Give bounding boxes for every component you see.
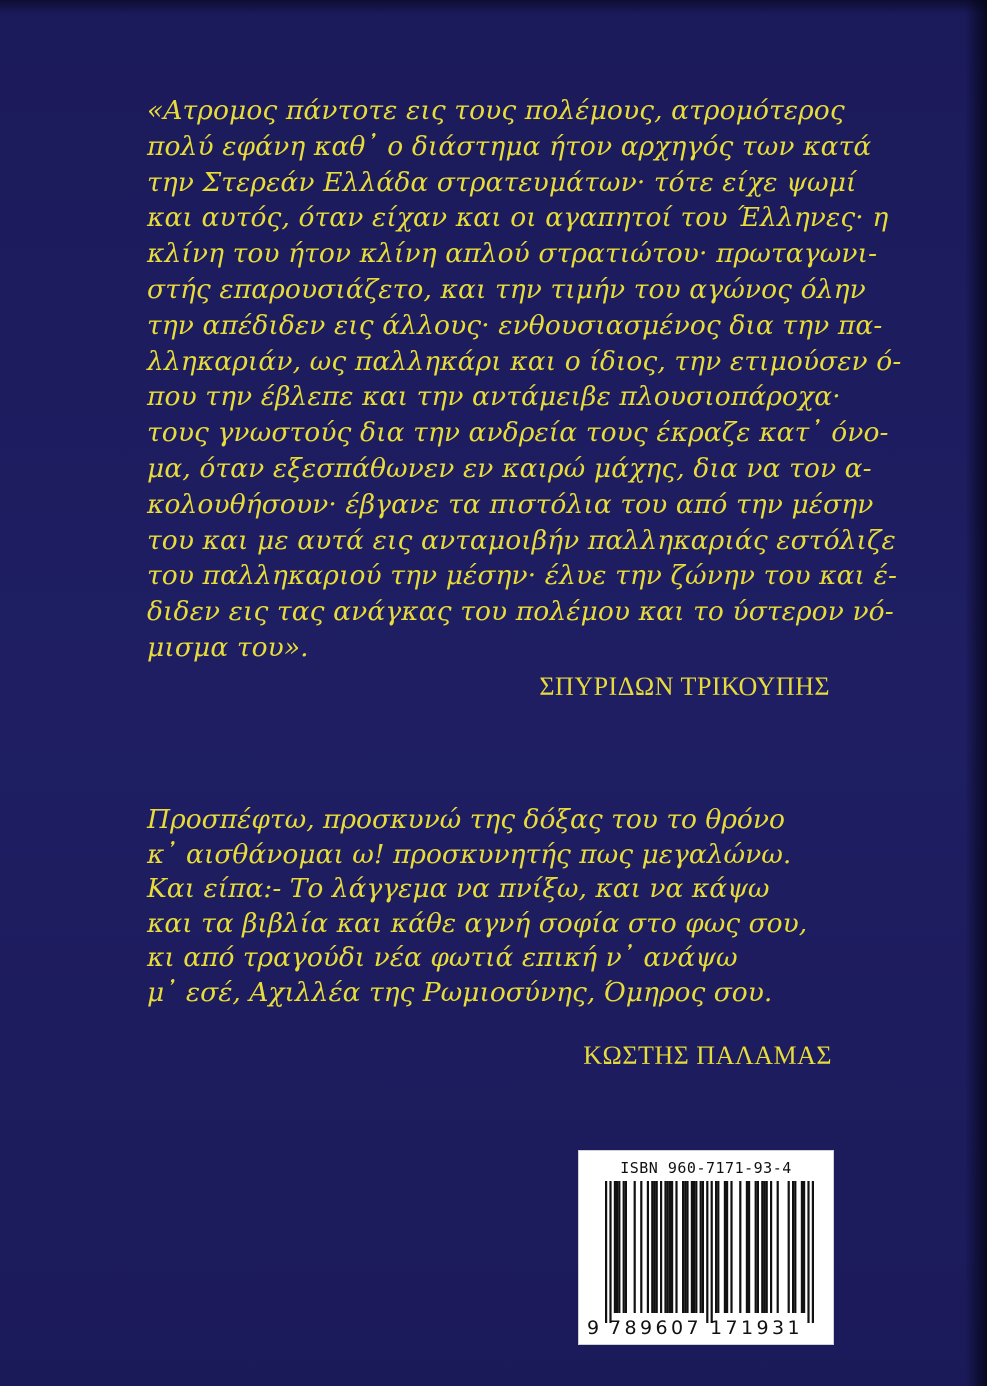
barcode-bar xyxy=(777,1181,779,1313)
quote-line: κλίνη του ήτον κλίνη απλού στρατιώτου· πρωταγωνι- xyxy=(147,238,878,270)
poem-line: κ᾿ αισθάνομαι ω! προσκυνητής πως μεγαλώνω. xyxy=(147,838,792,870)
barcode-bar xyxy=(693,1181,695,1313)
barcode-bar xyxy=(803,1181,805,1313)
barcode-bar xyxy=(623,1181,625,1313)
barcode-digit-first: 9 xyxy=(587,1317,600,1339)
quote-line: τους γνωστούς δια την ανδρεία τους έκραζε κατ᾿ όνο- xyxy=(147,417,889,449)
barcode-bar xyxy=(730,1181,732,1313)
barcode-bar xyxy=(788,1181,790,1313)
barcode-bar xyxy=(766,1181,768,1313)
barcode-bar xyxy=(682,1181,684,1313)
poem-line: κι από τραγούδι νέα φωτιά επική ν᾿ ανάψω xyxy=(147,942,738,973)
barcode-bar xyxy=(812,1181,814,1323)
barcode-bar xyxy=(634,1181,636,1313)
quote-line: του και με αυτά εις ανταμοιβήν παλληκαριάς εστόλιζε xyxy=(147,524,896,556)
right-edge-shadow xyxy=(965,0,987,1386)
barcode-bar xyxy=(647,1181,649,1313)
quote-line: μα, όταν εξεσπάθωνεν εν καιρώ μάχης, δια να τον α- xyxy=(147,452,872,484)
barcode-bar xyxy=(702,1181,704,1313)
quote-line: που την έβλεπε και την αντάμειβε πλουσιοπάροχα· xyxy=(147,381,841,413)
quote-line: κολουθήσουν· έβγανε τα πιστόλια του από την μέσην xyxy=(147,488,874,520)
barcode-digits-right: 171931 xyxy=(710,1317,803,1339)
barcode-digits-left: 789607 xyxy=(609,1317,702,1339)
barcode-bar xyxy=(715,1181,717,1313)
barcode-bar xyxy=(807,1181,809,1323)
barcode-bar xyxy=(618,1181,620,1313)
barcode-bar xyxy=(616,1181,618,1313)
barcode-bars xyxy=(579,1151,833,1344)
barcode-bar xyxy=(653,1181,655,1313)
barcode-bar xyxy=(726,1181,728,1313)
barcode-bar xyxy=(792,1181,794,1313)
barcode-bar xyxy=(656,1181,658,1313)
barcode-bar xyxy=(748,1181,750,1313)
isbn-barcode xyxy=(578,1150,834,1345)
barcode-bar xyxy=(717,1181,719,1313)
barcode-bar xyxy=(669,1181,671,1313)
quote-line: και αυτός, όταν είχαν και οι αγαπητοί του Έλληνες· η xyxy=(147,202,889,234)
barcode-bar xyxy=(746,1181,748,1313)
quote-line: «Ατρομος πάντοτε εις τους πολέμους, ατρομότερος xyxy=(147,95,845,126)
barcode-bar xyxy=(625,1181,627,1313)
barcode-bar xyxy=(609,1181,611,1323)
barcode-bar xyxy=(770,1181,772,1313)
barcode-bar xyxy=(724,1181,726,1313)
poem-line: Προσπέφτω, προσκυνώ της δόξας του το θρόνο xyxy=(147,804,785,835)
quote-line: στής επαρουσιάζετο, και την τιμήν του αγώνος όλην xyxy=(147,273,866,305)
top-edge-shadow xyxy=(0,0,987,14)
barcode-bar xyxy=(675,1181,677,1313)
barcode-bar xyxy=(755,1181,757,1313)
barcode-bar xyxy=(763,1181,765,1313)
barcode-bar xyxy=(700,1181,702,1313)
barcode-bar xyxy=(739,1181,741,1313)
barcode-bar xyxy=(614,1181,616,1313)
poem-line: και τα βιβλία και κάθε αγνή σοφία στο φως σου, xyxy=(147,907,808,939)
barcode-bar xyxy=(686,1181,688,1313)
quote-trikoupis xyxy=(147,93,902,666)
barcode-bar xyxy=(695,1181,697,1313)
barcode-bar xyxy=(711,1181,713,1323)
poem-line: μ᾿ εσέ, Αχιλλέα της Ρωμιοσύνης, Όμηρος σου. xyxy=(147,976,773,1008)
barcode-bar xyxy=(667,1181,669,1313)
author-palamas: ΚΩΣΤΗΣ ΠΑΛΑΜΑΣ xyxy=(583,1041,832,1070)
barcode-bar xyxy=(706,1181,708,1323)
author-trikoupis: ΣΠΥΡΙΔΩΝ ΤΡΙΚΟΥΠΗΣ xyxy=(539,672,830,701)
barcode-bar xyxy=(664,1181,666,1313)
barcode-bar xyxy=(651,1181,653,1313)
barcode-bar xyxy=(605,1181,607,1323)
barcode-bar xyxy=(640,1181,642,1313)
quote-line: διδεν εις τας ανάγκας του πολέμου και το ύστερον νό- xyxy=(147,596,894,628)
barcode-bar xyxy=(691,1181,693,1313)
quote-line: μισμα του». xyxy=(147,631,309,663)
barcode-bar xyxy=(794,1181,796,1313)
quote-line: του παλληκαριού την μέσην· έλυε την ζώνην του και έ- xyxy=(147,560,898,592)
barcode-bar xyxy=(660,1181,662,1313)
quote-line: πολύ εφάνη καθ᾿ ο διάστημα ήτον αρχηγός των κατά xyxy=(147,130,872,162)
barcode-bar xyxy=(757,1181,759,1313)
poem-line: Και είπα:- Το λάγγεμα να πνίξω, και να κάψω xyxy=(147,873,770,904)
poem-palamas xyxy=(147,803,847,1010)
barcode-bar xyxy=(684,1181,686,1313)
barcode-bar xyxy=(801,1181,803,1313)
barcode-bar xyxy=(761,1181,763,1313)
quote-line: την Στερεάν Ελλάδα στρατευμάτων· τότε είχε ψωμί xyxy=(147,166,857,198)
quote-line: την απέδιδεν εις άλλους· ενθουσιασμένος δια την πα- xyxy=(147,309,883,341)
quote-line: λληκαριάν, ως παλληκάρι και ο ίδιος, την ετιμούσεν ό- xyxy=(147,345,902,377)
isbn-label: ISBN 960-7171-93-4 xyxy=(620,1159,792,1177)
barcode-bar xyxy=(671,1181,673,1313)
